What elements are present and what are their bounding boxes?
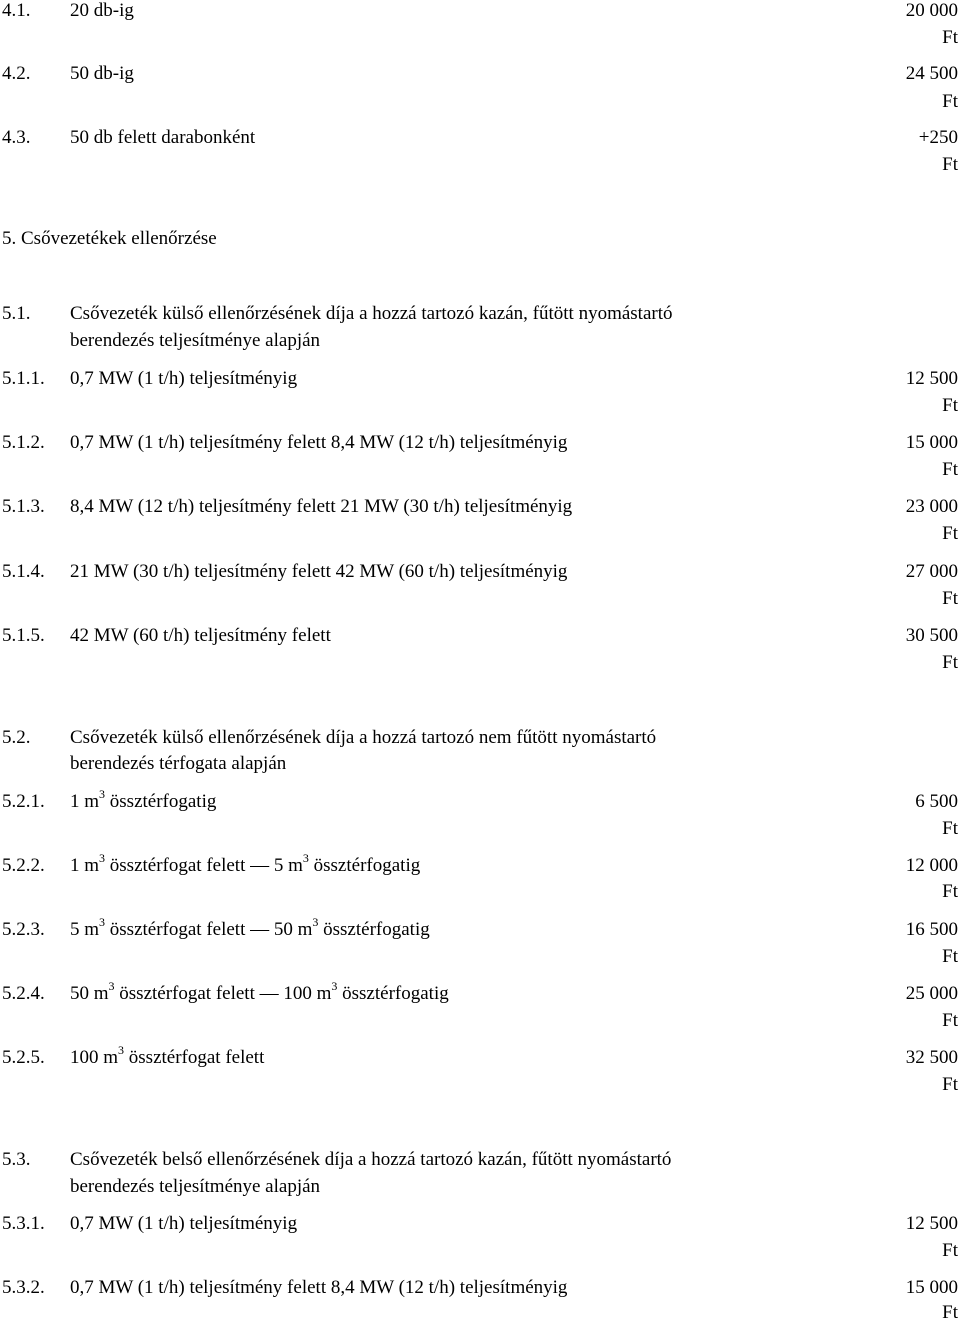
superscript-exponent: 3 (312, 914, 319, 929)
item-description: 50 db felett darabonként (70, 127, 256, 148)
item-currency: Ft (942, 154, 958, 175)
item-number: 5.2.2. (2, 855, 45, 876)
item-currency: Ft (942, 1074, 958, 1095)
item-description: 1 $m^3$ össztérfogatig (70, 786, 217, 812)
subsection-title-line1: Csővezeték belső ellenőrzésének díja a hozzá tartozó kazán, fűtött nyomástartó (70, 1149, 672, 1170)
item-currency: Ft (942, 588, 958, 609)
item-currency: Ft (942, 1302, 958, 1323)
item-amount: 25 000 (905, 983, 958, 1004)
subsection-title-line2: berendezés térfogata alapján (70, 753, 287, 774)
item-amount: 32 500 (905, 1047, 958, 1068)
item-amount: 27 000 (905, 561, 958, 582)
item-description: 20 db-ig (70, 0, 134, 21)
item-amount: 12 000 (905, 855, 958, 876)
subsection-number: 5.3. (2, 1149, 31, 1170)
item-number: 5.1.1. (2, 368, 45, 389)
item-currency: Ft (942, 395, 958, 416)
subsection-title-line2: berendezés teljesítménye alapján (70, 330, 321, 351)
item-description: 0,7 MW (1 t/h) teljesítményig (70, 368, 298, 389)
subsection-number: 5.2. (2, 727, 31, 748)
item-currency: Ft (942, 523, 958, 544)
subsection-number: 5.1. (2, 303, 31, 324)
superscript-exponent: 3 (302, 850, 309, 865)
subsection-title-line1: Csővezeték külső ellenőrzésének díja a hozzá tartozó nem fűtött nyomástartó (70, 727, 657, 748)
item-amount: 12 500 (905, 368, 958, 389)
item-currency: Ft (942, 459, 958, 480)
item-currency: Ft (942, 946, 958, 967)
superscript-exponent: 3 (118, 1042, 125, 1057)
item-amount: 15 000 (905, 1277, 958, 1298)
item-number: 5.1.4. (2, 561, 45, 582)
item-amount: 15 000 (905, 432, 958, 453)
item-currency: Ft (942, 1240, 958, 1261)
superscript-exponent: 3 (108, 978, 115, 993)
superscript-exponent: 3 (99, 914, 106, 929)
section-number: 5. (2, 228, 17, 249)
section-title: Csővezetékek ellenőrzése (21, 228, 217, 249)
item-number: 5.1.2. (2, 432, 45, 453)
item-description: 1 $m^3$ össztérfogat felett — 5 $m^3$ össztérfogatig (70, 850, 421, 876)
item-amount: 16 500 (905, 919, 958, 940)
item-amount: 12 500 (905, 1213, 958, 1234)
item-description: 42 MW (60 t/h) teljesítmény felett (70, 625, 331, 646)
item-number: 5.3.2. (2, 1277, 45, 1298)
item-description: 100 $m^3$ össztérfogat felett (70, 1042, 265, 1068)
item-number: 5.2.1. (2, 791, 45, 812)
item-description: 50 $m^3$ össztérfogat felett — 100 $m^3$ össztérfogatig (70, 978, 449, 1004)
item-number: 5.2.3. (2, 919, 45, 940)
item-amount: 30 500 (905, 625, 958, 646)
section-heading (2, 228, 217, 250)
item-number: 4.2. (2, 63, 31, 84)
item-description: 0,7 MW (1 t/h) teljesítmény felett 8,4 MW (12 t/h) teljesítményig (70, 432, 568, 453)
item-amount: 23 000 (905, 496, 958, 517)
item-description: 0,7 MW (1 t/h) teljesítményig (70, 1213, 298, 1234)
item-currency: Ft (942, 881, 958, 902)
item-amount: 6 500 (915, 791, 958, 812)
item-number: 4.1. (2, 0, 31, 21)
superscript-exponent: 3 (99, 850, 106, 865)
item-amount: +250 (918, 127, 958, 148)
item-amount: 24 500 (905, 63, 958, 84)
item-number: 5.1.5. (2, 625, 45, 646)
item-description: 50 db-ig (70, 63, 134, 84)
subsection-title-line1: Csővezeték külső ellenőrzésének díja a hozzá tartozó kazán, fűtött nyomástartó (70, 303, 673, 324)
item-description: 8,4 MW (12 t/h) teljesítmény felett 21 MW (30 t/h) teljesítményig (70, 496, 573, 517)
item-number: 5.2.5. (2, 1047, 45, 1068)
item-number: 5.3.1. (2, 1213, 45, 1234)
item-description: 5 $m^3$ össztérfogat felett — 50 $m^3$ össztérfogatig (70, 914, 430, 940)
item-description: 21 MW (30 t/h) teljesítmény felett 42 MW (60 t/h) teljesítményig (70, 561, 568, 582)
item-currency: Ft (942, 1010, 958, 1031)
item-currency: Ft (942, 818, 958, 839)
superscript-exponent: 3 (331, 978, 338, 993)
item-currency: Ft (942, 91, 958, 112)
item-number: 4.3. (2, 127, 31, 148)
item-description: 0,7 MW (1 t/h) teljesítmény felett 8,4 MW (12 t/h) teljesítményig (70, 1277, 568, 1298)
item-currency: Ft (942, 27, 958, 48)
item-amount: 20 000 (905, 0, 958, 21)
superscript-exponent: 3 (99, 786, 106, 801)
item-number: 5.1.3. (2, 496, 45, 517)
item-number: 5.2.4. (2, 983, 45, 1004)
item-currency: Ft (942, 652, 958, 673)
subsection-title-line2: berendezés teljesítménye alapján (70, 1176, 321, 1197)
